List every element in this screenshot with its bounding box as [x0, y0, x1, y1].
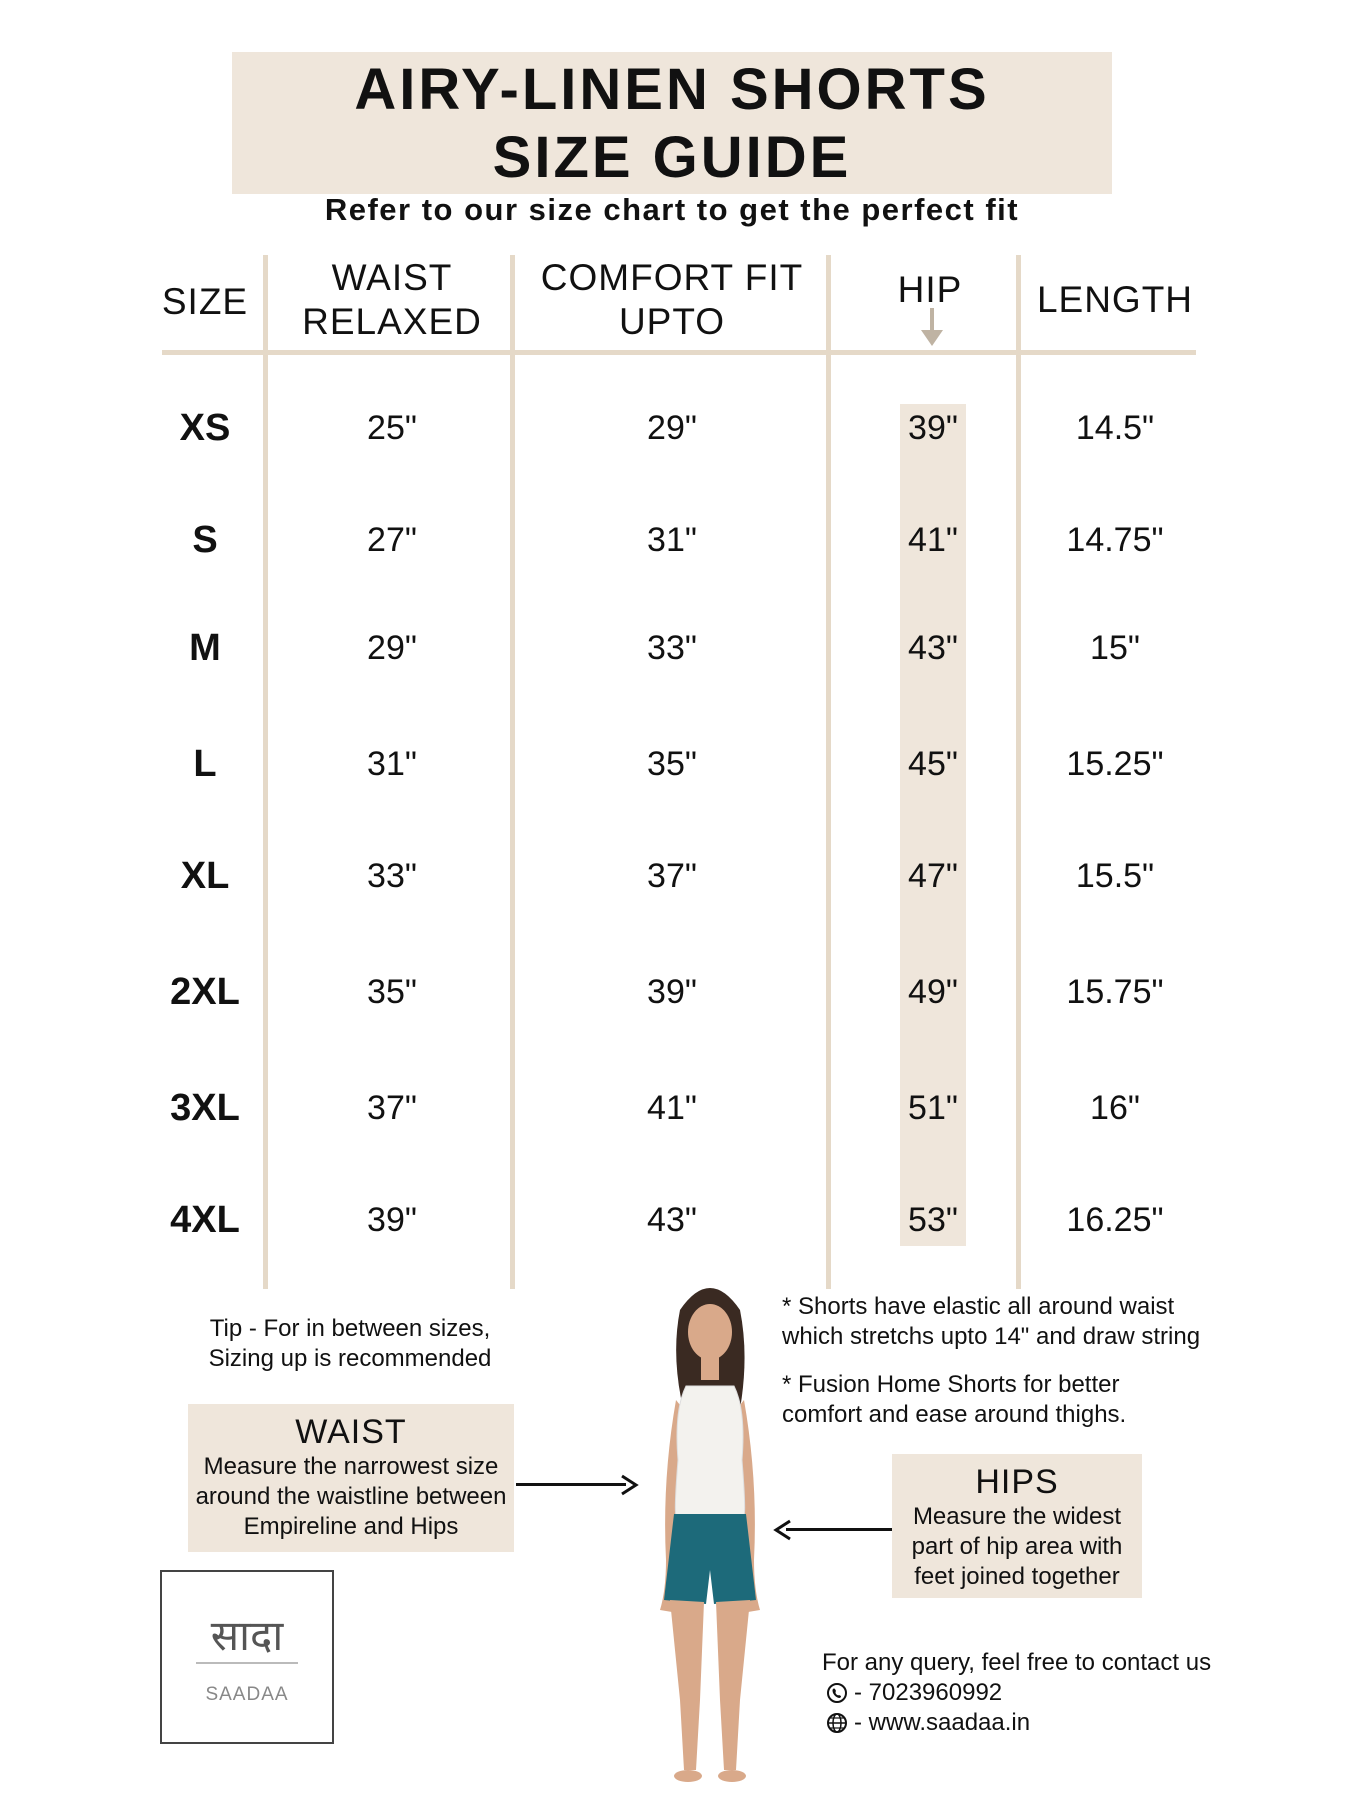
table-row — [0, 856, 1350, 904]
cell-waist: 33" — [367, 857, 417, 895]
cell-length: 15.75" — [1066, 973, 1164, 1011]
cell-waist: 25" — [367, 409, 417, 447]
waist-box-line2: around the waistline between — [195, 1483, 507, 1510]
cell-hip: 47" — [908, 857, 958, 895]
cell-length: 14.75" — [1066, 521, 1164, 559]
note-elastic — [782, 1292, 1200, 1352]
cell-waist: 27" — [367, 521, 417, 559]
cell-length: 15.5" — [1075, 857, 1155, 895]
arrow-left-icon — [772, 1519, 792, 1541]
brand-logo — [160, 1570, 334, 1744]
globe-icon — [826, 1712, 848, 1734]
cell-hip: 39" — [908, 409, 958, 447]
cell-hip: 45" — [908, 745, 958, 783]
table-row — [0, 520, 1350, 568]
cell-waist: 39" — [367, 1201, 417, 1239]
hips-box-line2: part of hip area with — [911, 1533, 1123, 1560]
cell-waist: 29" — [367, 629, 417, 667]
title-line-2: SIZE GUIDE — [492, 125, 852, 190]
note1-line1: * Shorts have elastic all around waist — [782, 1293, 1175, 1320]
cell-waist: 31" — [367, 745, 417, 783]
cell-length: 16.25" — [1066, 1201, 1164, 1239]
cell-comfort: 43" — [647, 1201, 697, 1239]
cell-hip: 43" — [908, 629, 958, 667]
header-length: LENGTH — [1036, 279, 1194, 320]
header-waist — [272, 256, 512, 344]
whatsapp-icon — [826, 1682, 848, 1704]
cell-size: XS — [179, 407, 231, 449]
cell-waist: 37" — [367, 1089, 417, 1127]
table-row — [0, 628, 1350, 676]
header-comfort-line1: COMFORT FIT — [540, 257, 804, 298]
cell-hip: 49" — [908, 973, 958, 1011]
table-row — [0, 744, 1350, 792]
tip-line1: Tip - For in between sizes, — [209, 1315, 491, 1342]
hips-arrow-line — [786, 1528, 892, 1531]
contact-website[interactable]: - www.saadaa.in — [854, 1709, 1031, 1736]
waist-box-line1: Measure the narrowest size — [203, 1453, 499, 1480]
cell-hip: 51" — [908, 1089, 958, 1127]
cell-comfort: 31" — [647, 521, 697, 559]
cell-size: M — [189, 627, 221, 669]
note2-line1: * Fusion Home Shorts for better — [782, 1371, 1120, 1398]
cell-length: 14.5" — [1075, 409, 1155, 447]
waist-box-title: WAIST — [295, 1413, 407, 1451]
contact-website-row — [826, 1708, 1211, 1738]
header-waist-line1: WAIST — [331, 257, 453, 298]
note-fusion — [782, 1370, 1126, 1430]
cell-hip: 41" — [908, 521, 958, 559]
header-divider — [162, 350, 1196, 355]
subtitle: Refer to our size chart to get the perfect fit — [324, 192, 1020, 227]
cell-comfort: 35" — [647, 745, 697, 783]
contact-phone-row — [826, 1678, 1211, 1708]
header-size: SIZE — [161, 281, 249, 322]
note1-line2: which stretchs upto 14" and draw string — [782, 1323, 1201, 1350]
table-row — [0, 408, 1350, 456]
cell-size: 2XL — [170, 971, 240, 1013]
arrow-down-icon — [918, 306, 946, 348]
cell-size: XL — [180, 855, 230, 897]
note2-line2: comfort and ease around thighs. — [782, 1401, 1127, 1428]
header-comfort — [522, 256, 822, 344]
tip-line2: Sizing up is recommended — [208, 1345, 492, 1372]
cell-size: 4XL — [170, 1199, 240, 1241]
logo-hindi-text: सादा — [210, 1611, 284, 1660]
cell-size: L — [193, 743, 217, 785]
waist-instruction-box — [188, 1404, 514, 1552]
contact-phone[interactable]: - 7023960992 — [854, 1679, 1003, 1706]
hips-box-line1: Measure the widest — [912, 1503, 1122, 1530]
cell-comfort: 39" — [647, 973, 697, 1011]
cell-waist: 35" — [367, 973, 417, 1011]
cell-comfort: 37" — [647, 857, 697, 895]
cell-comfort: 41" — [647, 1089, 697, 1127]
waist-box-line3: Empireline and Hips — [243, 1513, 459, 1540]
header-hip: HIP — [897, 269, 963, 310]
cell-length: 16" — [1090, 1089, 1140, 1127]
hips-box-title: HIPS — [975, 1463, 1059, 1501]
header-waist-line2: RELAXED — [302, 301, 482, 342]
cell-hip: 53" — [908, 1201, 958, 1239]
logo-brand-text: SAADAA — [205, 1684, 289, 1705]
cell-size: S — [192, 519, 218, 561]
hips-box-line3: feet joined together — [914, 1563, 1120, 1590]
cell-length: 15" — [1090, 629, 1140, 667]
hips-instruction-box — [892, 1454, 1142, 1598]
cell-size: 3XL — [170, 1087, 240, 1129]
table-row — [0, 972, 1350, 1020]
cell-comfort: 33" — [647, 629, 697, 667]
sizing-tip — [170, 1314, 530, 1374]
contact-heading: For any query, feel free to contact us — [822, 1649, 1212, 1676]
table-row — [0, 1088, 1350, 1136]
contact-info — [822, 1648, 1211, 1738]
cell-comfort: 29" — [647, 409, 697, 447]
table-row — [0, 1200, 1350, 1248]
page-title — [232, 56, 1112, 192]
title-line-1: AIRY-LINEN SHORTS — [354, 57, 990, 122]
cell-length: 15.25" — [1066, 745, 1164, 783]
header-comfort-line2: UPTO — [618, 301, 726, 342]
logo-divider — [196, 1662, 298, 1664]
